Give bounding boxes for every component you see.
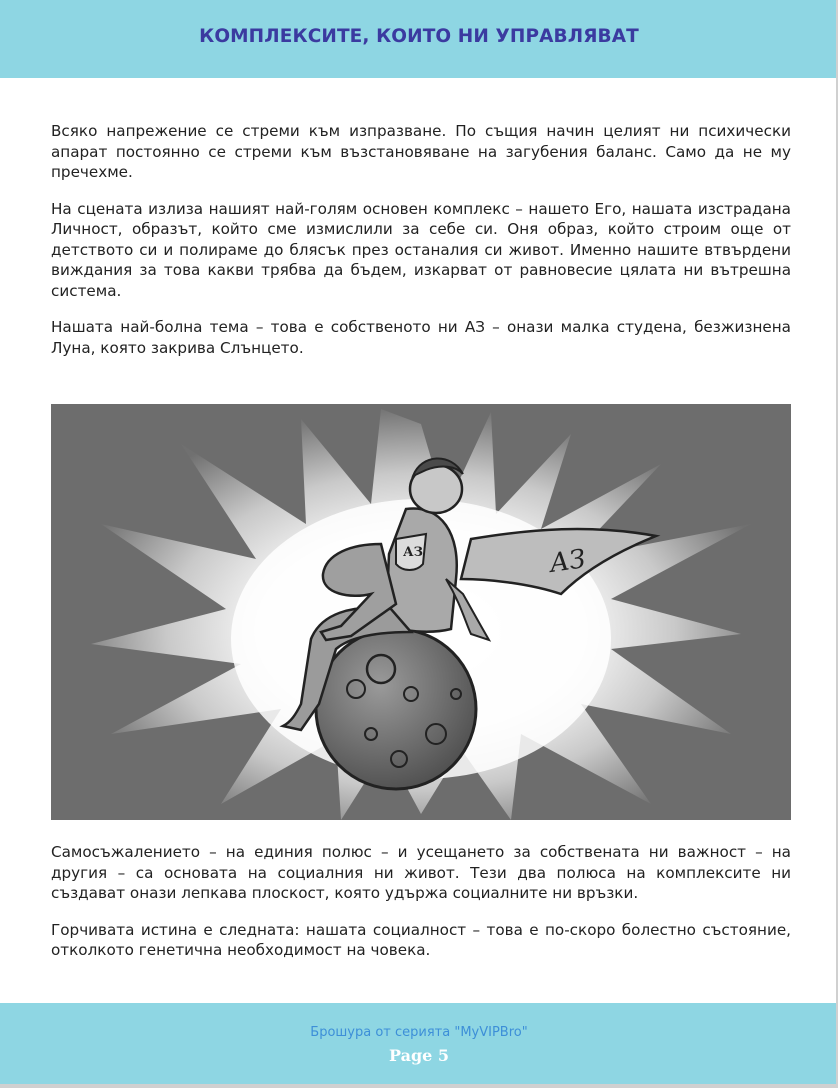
- text-block-bottom: [51, 842, 791, 977]
- page-header: [0, 0, 838, 78]
- paragraph-1: Всяко напрежение се стреми към изпразване. По същия начин целият ни психически апарат постоянно се стреми към възстановяване на загубения баланс. Само да не му пречехме.: [51, 122, 791, 181]
- ego-illustration: [51, 404, 791, 820]
- series-label: Брошура от серията "MyVIPBro": [310, 1025, 528, 1040]
- page-title: КОМПЛЕКСИТЕ, КОИТО НИ УПРАВЛЯВАТ: [199, 25, 639, 47]
- paragraph-2: На сцената излиза нашият най-голям основен комплекс – нашето Его, нашата изстрадана Личност, образът, който сме измислили за себе си. Оня образ, който строим още от детството си и полираме до блясък през останалия си живот. Именно нашите втвърдени виждания за това какви трябва да бъдем, изкарват от равновесие цялата ни вътрешна система.: [51, 199, 791, 300]
- page-number: Page 5: [388, 1046, 450, 1065]
- moon-shape: [316, 629, 476, 789]
- paragraph-4: Самосъжалението – на единия полюс – и усещането за собствената ни важност – на другия – са основата на социалния ни живот. Тези два полюса на комплексите ни създават онази лепкава плоскост, която удържа социалните ни връзки.: [51, 843, 791, 902]
- illustration-drawing: [51, 404, 791, 820]
- paragraph-3: Нашата най-болна тема – това е собственото ни АЗ – онази малка студена, безжизнена Луна, която закрива Слънцето.: [51, 318, 791, 357]
- page-footer: [0, 1003, 838, 1088]
- paragraph-5: Горчивата истина е следната: нашата социалност – това е по-скоро болестно състояние, отколкото генетична необходимост на човека.: [51, 920, 791, 959]
- chest-emblem: АЗ: [403, 545, 423, 560]
- text-block-top: [51, 121, 791, 374]
- cape-text: АЗ: [547, 544, 588, 579]
